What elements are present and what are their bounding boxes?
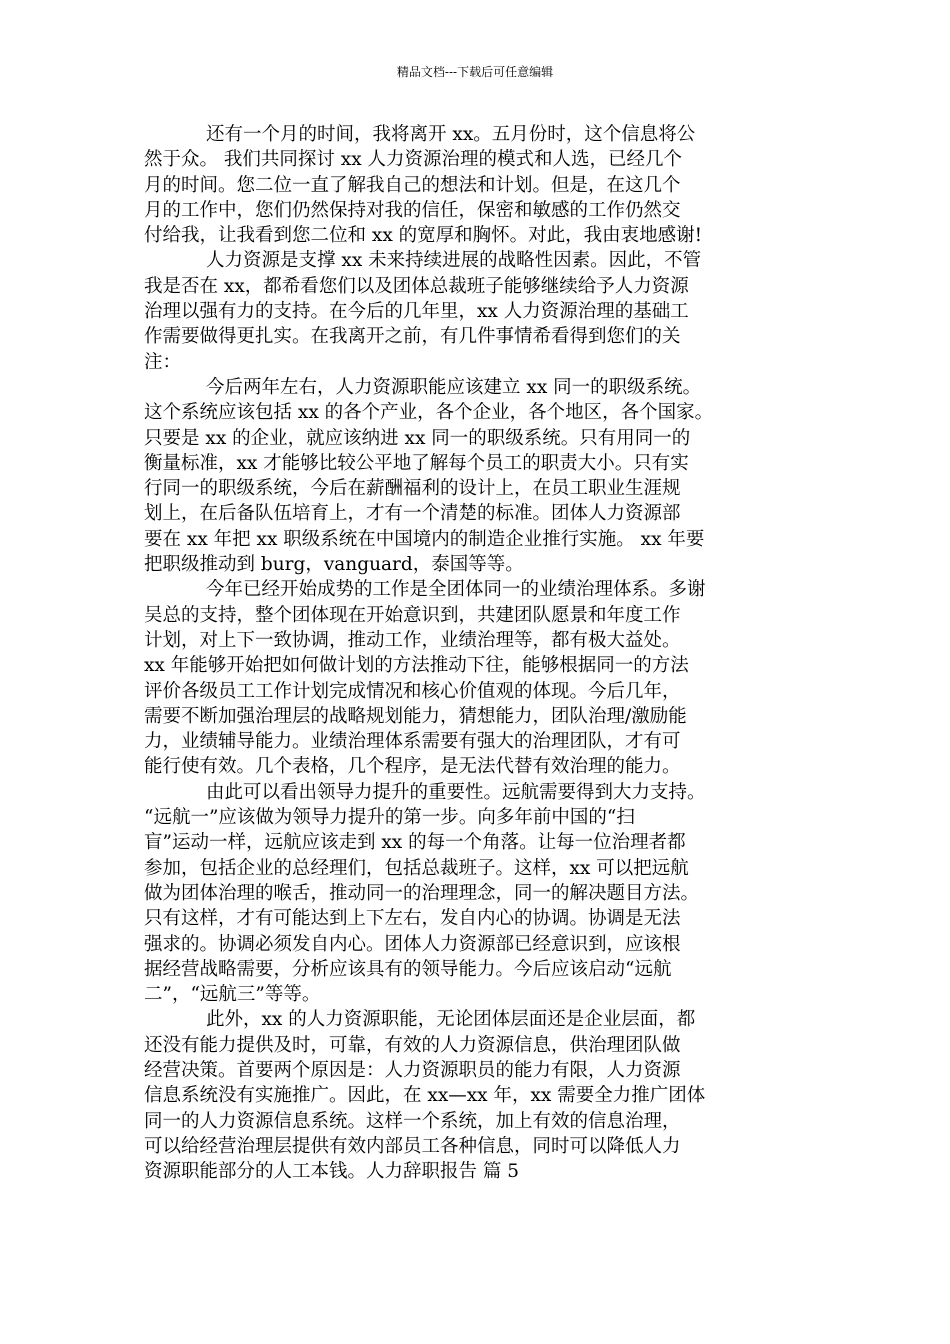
text-line: 只有这样，才有可能达到上下左右，发自内心的协调。协调是无法 xyxy=(144,908,681,930)
text-line: 人力资源是支撑 xx 未来持续进展的战略性因素。因此，不管 xyxy=(206,250,702,272)
text-line: 衡量标准，xx 才能够比较公平地了解每个员工的职责大小。只有实 xyxy=(144,452,689,474)
text-line: 做为团体治理的喉舌，推动同一的治理理念，同一的解决题目方法。 xyxy=(144,882,700,904)
text-line: 然于众。 我们共同探讨 xx 人力资源治理的模式和人选，已经几个 xyxy=(144,149,683,171)
text-line: 把职级推动到 burg，vanguard，泰国等等。 xyxy=(144,554,524,576)
text-line: 还有一个月的时间，我将离开 xx。五月份时，这个信息将公 xyxy=(206,124,696,145)
text-line: 能行使有效。几个表格，几个程序，是无法代替有效治理的能力。 xyxy=(144,756,681,778)
paragraph xyxy=(144,375,806,577)
text-line: 可以给经营治理层提供有效内部员工各种信息，同时可以降低人力 xyxy=(144,1135,681,1157)
text-line: 我是否在 xx，都希看您们以及团体总裁班子能够继续给予人力资源 xyxy=(144,275,689,297)
text-line: 还没有能力提供及时，可靠，有效的人力资源信息，供治理团队做 xyxy=(144,1034,681,1056)
text-line: “远航一”应该做为领导力提升的第一步。向多年前中国的“扫 xyxy=(144,807,635,829)
page-header: 精品文档---下载后可任意编辑 xyxy=(396,65,554,79)
text-line: 这个系统应该包括 xx 的各个产业，各个企业，各个地区，各个国家。 xyxy=(144,402,714,424)
text-line: 此外，xx 的人力资源职能，无论团体层面还是企业层面，都 xyxy=(206,1009,696,1031)
text-line: 作需要做得更扎实。在我离开之前，有几件事情希看得到您们的关 xyxy=(144,326,681,348)
text-line: 力，业绩辅导能力。业绩治理体系需要有强大的治理团队，才有可 xyxy=(144,731,681,753)
paragraph xyxy=(144,248,806,374)
text-line: 评价各级员工工作计划完成情况和核心价值观的体现。今后几年， xyxy=(144,680,681,702)
text-line: 据经营战略需要，分析应该具有的领导能力。今后应该启动“远航 xyxy=(144,958,672,980)
text-line: 注： xyxy=(144,351,182,373)
text-line: 同一的人力资源信息系统。这样一个系统，加上有效的信息治理， xyxy=(144,1110,681,1132)
text-line: 只要是 xx 的企业，就应该纳进 xx 同一的职级系统。只有用同一的 xyxy=(144,427,691,449)
text-line: 付给我，让我看到您二位和 xx 的宽厚和胸怀。对此，我由衷地感谢! xyxy=(144,225,703,247)
text-line: 月的工作中，您们仍然保持对我的信任，保密和敏感的工作仍然交 xyxy=(144,199,681,221)
text-line: 今年已经开始成势的工作是全团体同一的业绩治理体系。多谢 xyxy=(206,579,706,601)
text-line: 月的时间。您二位一直了解我自己的想法和计划。但是，在这几个 xyxy=(144,174,681,196)
paragraph xyxy=(144,577,806,779)
text-line: 强求的。协调必须发自内心。团体人力资源部已经意识到，应该根 xyxy=(144,933,681,955)
text-line: 划上，在后备队伍培育上，才有一个清楚的标准。团体人力资源部 xyxy=(144,503,681,525)
text-line: 经营决策。首要两个原因是：人力资源职员的能力有限，人力资源 xyxy=(144,1059,681,1081)
text-line: 治理以强有力的支持。在今后的几年里，xx 人力资源治理的基础工 xyxy=(144,301,689,323)
text-line: 参加，包括企业的总经理们，包括总裁班子。这样，xx 可以把远航 xyxy=(144,857,689,879)
text-line: 二”，“远航三”等等。 xyxy=(144,984,321,1006)
text-line: 需要不断加强治理层的战略规划能力，猜想能力，团队治理/激励能 xyxy=(144,705,687,727)
text-line: 资源职能部分的人工本钱。人力辞职报告 篇 5 xyxy=(144,1161,520,1183)
paragraph xyxy=(144,122,806,248)
text-line: 行同一的职级系统，今后在薪酬福利的设计上，在员工职业生涯规 xyxy=(144,478,681,500)
text-line: 今后两年左右，人力资源职能应该建立 xx 同一的职级系统。 xyxy=(206,376,702,398)
paragraph xyxy=(144,1007,806,1184)
text-line: 盲”运动一样，远航应该走到 xx 的每一个角落。让每一位治理者都 xyxy=(144,832,686,854)
paragraph xyxy=(144,780,806,1008)
document-body xyxy=(144,122,806,1184)
text-line: 要在 xx 年把 xx 职级系统在中国境内的制造企业推行实施。 xx 年要 xyxy=(144,528,705,550)
text-line: 计划，对上下一致协调，推动工作，业绩治理等，都有极大益处。 xyxy=(144,629,681,651)
text-line: 信息系统没有实施推广。因此，在 xx—xx 年，xx 需要全力推广团体 xyxy=(144,1085,706,1107)
text-line: xx 年能够开始把如何做计划的方法推动下往，能够根据同一的方法 xyxy=(144,655,689,677)
text-line: 吴总的支持，整个团体现在开始意识到，共建团队愿景和年度工作 xyxy=(144,604,681,626)
text-line: 由此可以看出领导力提升的重要性。远航需要得到大力支持。 xyxy=(206,781,706,803)
